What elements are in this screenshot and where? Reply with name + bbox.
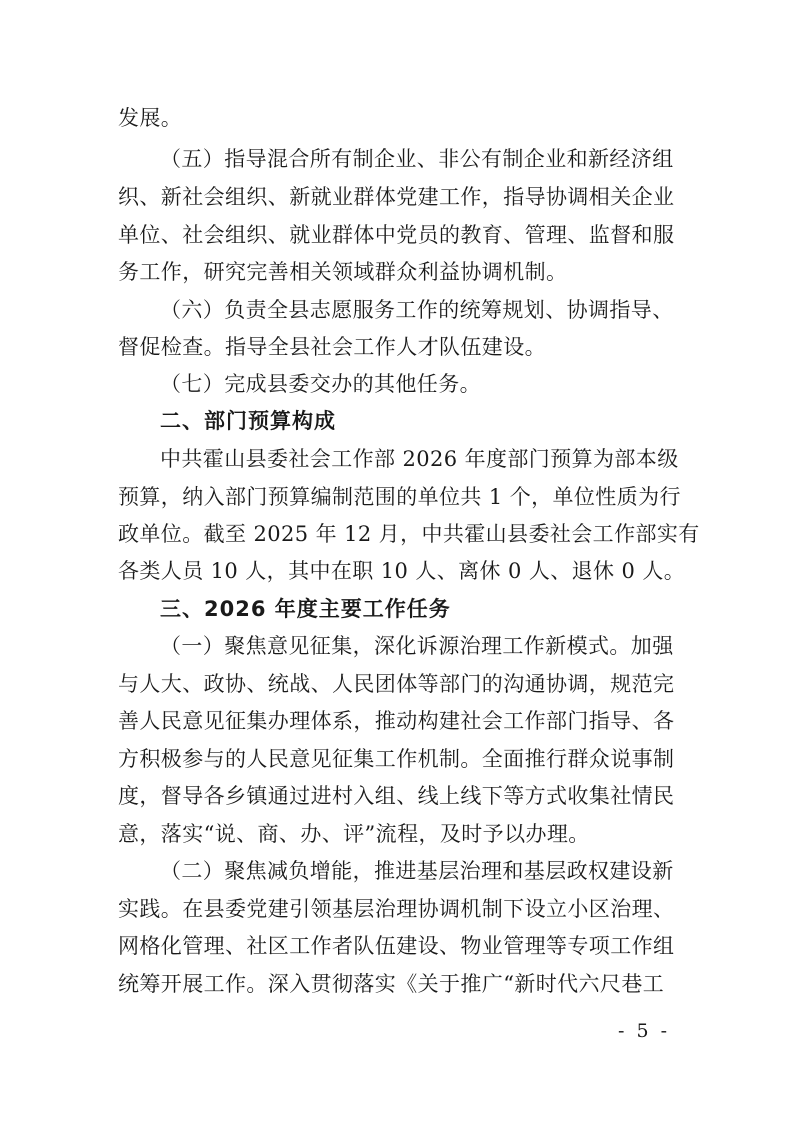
text-line: （六）负责全县志愿服务工作的统筹规划、协调指导、 (160, 298, 674, 322)
text-line: 发展。 (118, 106, 183, 130)
text-line: （七）完成县委交办的其他任务。 (160, 372, 481, 396)
text-line: 网格化管理、社区工作者队伍建设、物业管理等专项工作组 (118, 934, 675, 958)
text-line: 政单位。截至 2025 年 12 月，中共霍山县委社会工作部实有 (118, 522, 700, 546)
text-line: 督促检查。指导全县社会工作人才队伍建设。 (118, 335, 546, 359)
text-line: 善人民意见征集办理体系，推动构建社会工作部门指导、各 (118, 709, 675, 733)
text-line: 方积极参与的人民意见征集工作机制。全面推行群众说事制 (118, 747, 675, 771)
text-line: 单位、社会组织、就业群体中党员的教育、管理、监督和服 (118, 223, 675, 247)
text-line: 务工作，研究完善相关领域群众利益协调机制。 (118, 260, 568, 284)
text-line: 预算，纳入部门预算编制范围的单位共 1 个，单位性质为行 (118, 485, 681, 509)
text-line: 意，落实“说、商、办、评”流程，及时予以办理。 (118, 822, 590, 846)
text-line: 中共霍山县委社会工作部 2026 年度部门预算为部本级 (160, 447, 679, 471)
section-heading: 三、2026 年度主要工作任务 (160, 597, 451, 621)
text-line: 度，督导各乡镇通过进村入组、线上线下等方式收集社情民 (118, 784, 675, 808)
section-heading: 二、部门预算构成 (160, 409, 336, 433)
text-line: 统筹开展工作。深入贯彻落实《关于推广“新时代六尺巷工 (118, 972, 665, 996)
text-line: （二）聚焦减负增能，推进基层治理和基层政权建设新 (160, 859, 674, 883)
text-line: （五）指导混合所有制企业、非公有制企业和新经济组 (160, 147, 674, 171)
text-line: 织、新社会组织、新就业群体党建工作，指导协调相关企业 (118, 185, 675, 209)
text-line: 与人大、政协、统战、人民团体等部门的沟通协调，规范完 (118, 672, 675, 696)
text-line: （一）聚焦意见征集，深化诉源治理工作新模式。加强 (160, 634, 674, 658)
page-number: - 5 - (618, 1020, 671, 1042)
text-line: 各类人员 10 人，其中在职 10 人、离休 0 人、退休 0 人。 (118, 559, 686, 583)
text-line: 实践。在县委党建引领基层治理协调机制下设立小区治理、 (118, 897, 675, 921)
